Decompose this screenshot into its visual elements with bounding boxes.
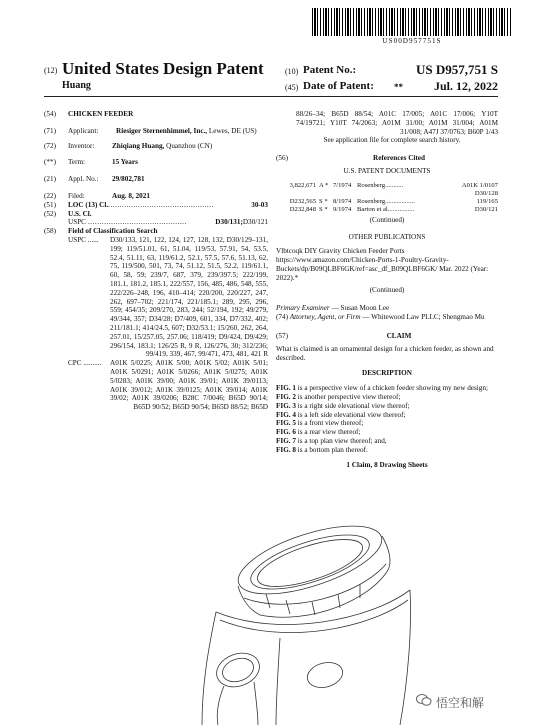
figure-description bbox=[276, 411, 498, 420]
figure-text: is a front view thereof; bbox=[297, 419, 364, 428]
figure-text: is a right side elevational view thereof; bbox=[297, 401, 410, 410]
filed-field: (22) Filed: Aug. 8, 2021 bbox=[44, 191, 150, 200]
patent-cls: D30/121 bbox=[474, 205, 498, 213]
figure-number: FIG. 2 bbox=[276, 392, 296, 401]
patent-secondary-class: D30/128 bbox=[474, 189, 498, 197]
examiner: — Susan Moon Lee bbox=[331, 304, 390, 313]
us-patent-docs: U.S. PATENT DOCUMENTS bbox=[343, 166, 431, 175]
invention-title: CHICKEN FEEDER bbox=[68, 110, 134, 118]
patent-dots: ............... bbox=[389, 205, 415, 213]
patent-reference-row bbox=[276, 206, 498, 214]
figure-list bbox=[276, 384, 498, 454]
figure-number: FIG. 8 bbox=[276, 445, 296, 454]
figure-text: is a perspective view of a chicken feeder showing my new design; bbox=[297, 384, 488, 393]
patent-kind: S * bbox=[319, 205, 328, 213]
patent-dots: .................. bbox=[385, 197, 415, 205]
barcode bbox=[312, 8, 512, 36]
inventor-name: Zhiqiang Huang, bbox=[112, 141, 165, 150]
description-heading: DESCRIPTION bbox=[362, 369, 412, 378]
patent-date: 9/1974 bbox=[333, 205, 352, 213]
header-rule bbox=[44, 96, 498, 97]
figure-description bbox=[276, 446, 498, 455]
patent-num: D232,565 bbox=[289, 197, 316, 205]
attorney-line: (74) Attorney, Agent, or Firm — Whitewood Law PLLC; Shengmao Mu bbox=[276, 313, 485, 322]
applicant-name: Riesiger Sternenhimmel, Inc., bbox=[116, 126, 208, 135]
title-field: (54) CHICKEN FEEDER bbox=[44, 110, 134, 118]
patent-dots: ........... bbox=[385, 181, 404, 189]
patent-no-code: (10) bbox=[285, 67, 299, 76]
loc-field: (51) LOC (13) Cl. .............................................. 30-03 bbox=[44, 200, 268, 209]
claim-heading: (57) CLAIM bbox=[276, 331, 412, 340]
patent-date: 8/1974 bbox=[333, 197, 352, 205]
term-value: 15 Years bbox=[112, 158, 138, 167]
uspc-primary: D30/131; bbox=[215, 218, 243, 227]
patent-reference-row bbox=[276, 198, 498, 206]
cpc-search: CPC .......... A01K 5/0225; A01K 5/00; A01K 5/02; A01K 5/01; A01K 5/0291; A01K 5/0266; A01K 5/0275; A01K 5/0283; A01K 39/00; A01K 39/01; A01K 39/0113; A01K 39/012; A01K 39/0125; A01K 39/014; A01K 39/02; A01K 39/0206; B28C 7/0046; B65D 90/14; B65D 90/52; B65D 90/54; B65D 88/52; B65D bbox=[68, 359, 268, 412]
watermark-text: 悟空和解 bbox=[436, 696, 485, 710]
figure-description bbox=[276, 384, 498, 393]
uspc-line: USPC ........................................... D30/131; D30/121 bbox=[68, 218, 268, 227]
figure-number: FIG. 3 bbox=[276, 401, 296, 410]
patent-kind: A * bbox=[319, 181, 329, 189]
claim-text: What is claimed is an ornamental design for a chicken feeder, as shown and described. bbox=[276, 344, 494, 362]
cpc-continued: 88/26–34; B65D 88/54; A01C 17/005; A01C 17/006; Y10T 74/19721; Y10T 74/2063; A01M 31/00; A01M 31/004; A01M 31/008; A47J 37/0763; B60P 1/43 bbox=[296, 110, 498, 136]
date-label: Date of Patent: bbox=[303, 80, 374, 92]
figure-description bbox=[276, 402, 498, 411]
uspc-classes: D30/133, 121, 122, 124, 127, 128, 132, D30/129–131, 199; 119/51.01, 61, 51.04, 119/53, 57.91, 54, 53.5, 52.4, 51.11, 63, 119/61.2, 52.1, 57.5, 57.6, 51.13, 62, 75, 119/500, 501, 73, 74, 51.12, 51.5, 52.2, 119/61.1, 60, 58, 59; 239/7, 687, 379, 239/397.5; 222/199, 181.1, 181.2, 185.1, 222/557, 156, 485, 486, 548, 555, 222/226–248, 196, 410–414; 220/200, 220/227, 247, 262, 697–702; 221/174, 221/185.1; 289, 295, 296, 559; 454/35; 209/270, 283, 244; 52/194, 192; 49/279, 49/344, 357; D34/28; D7/409, 601, 334, D7/332, 402; 211/181.1; 414/24.5, 607; D32/53.1; 15/260, 262, 264, 257.01, 15/257.05, 257.06; 118/419; D9/424, D9/429; 296/154, 183.1; 126/25 R, 9 R, 126/276, 30; 312/236; 99/419, 339, 467, 99/471, 473, 481, 421 R bbox=[110, 235, 268, 359]
figure-text: is a rear view thereof; bbox=[297, 428, 361, 437]
kind-code: (12) bbox=[44, 66, 58, 75]
figure-text: is a top plan view thereof; and, bbox=[297, 436, 387, 445]
figure-number: FIG. 1 bbox=[276, 384, 296, 393]
right-column bbox=[276, 110, 498, 469]
continued-refs: (Continued) bbox=[369, 215, 405, 224]
examiner-line: Primary Examiner — Susan Moon Lee bbox=[276, 304, 390, 313]
date-code: (45) bbox=[285, 83, 299, 92]
date-stars: ** bbox=[394, 82, 403, 92]
term-field: (**) Term: 15 Years bbox=[44, 158, 138, 167]
chat-bubble-icon bbox=[416, 692, 432, 708]
figure-number: FIG. 7 bbox=[276, 436, 296, 445]
patent-no: US D957,751 S bbox=[416, 62, 498, 77]
uspc-search: USPC ...... D30/133, 121, 122, 124, 127, 128, 132, D30/129–131, 199; 119/51.01, 61, 51.04, 119/53, 57.91, 54, 53.5, 52.4, 51.11, 63, 119/61.2, 52.1, 57.5, 57.6, 51.13, 62, 75, 119/500, 501, 73, 74, 51.12, 51.5, 52.2, 119/61.1, 60, 58, 59; 239/7, 687, 379, 239/397.5; 222/199, 181.1, 181.2, 185.1, 222/557, 156, 485, 486, 548, 555, 222/226–248, 196, 410–414; 220/200, 220/227, 247, 262, 697–702; 221/174, 221/185.1; 289, 295, 296, 559; 454/35; 209/270, 283, 244; 52/194, 192; 49/279, 49/344, 357; D34/28; D7/409, 601, 334, D7/332, 402; 211/181.1; 414/24.5, 607; D32/53.1; 15/260, 262, 264, 257.01, 15/257.05, 257.06; 118/419; D9/424, D9/429; 296/154, 183.1; 126/25 R, 9 R, 126/276, 30; 312/236; 99/419, 339, 467, 99/471, 473, 481, 421 R bbox=[68, 235, 268, 359]
continued-pubs: (Continued) bbox=[369, 285, 405, 294]
figure-number: FIG. 5 bbox=[276, 419, 296, 428]
figure-text: is a bottom plan thereof. bbox=[297, 445, 368, 454]
figure-number: FIG. 6 bbox=[276, 428, 296, 437]
patent-cls: 119/165 bbox=[476, 197, 498, 205]
patent-name: Rosenberg bbox=[357, 197, 386, 205]
patent-name: Rosenberg bbox=[357, 181, 386, 189]
figure-text: is a left side elevational view thereof; bbox=[297, 410, 406, 419]
doc-type: United States Design Patent bbox=[62, 59, 264, 78]
us-cl-field: (52) U.S. Cl. bbox=[44, 209, 92, 218]
claim-count: 1 Claim, 8 Drawing Sheets bbox=[346, 460, 428, 469]
patent-date: Jul. 12, 2022 bbox=[433, 79, 498, 93]
patent-num: D232,848 bbox=[289, 205, 316, 213]
patent-name: Barton et al. bbox=[357, 205, 390, 213]
figure-description bbox=[276, 393, 498, 402]
patent-list bbox=[276, 182, 498, 214]
attorney: — Whitewood Law PLLC; Shengmao Mu bbox=[362, 313, 485, 322]
filed-date: Aug. 8, 2021 bbox=[112, 191, 150, 200]
barcode-number: US00D957751S bbox=[382, 37, 442, 45]
figure-description bbox=[276, 437, 498, 446]
figure-description bbox=[276, 428, 498, 437]
applicant-field: (71) Applicant: Riesiger Sternenhimmel, Inc., Lewes, DE (US) bbox=[44, 126, 257, 135]
figure-number: FIG. 4 bbox=[276, 410, 296, 419]
other-publications: OTHER PUBLICATIONS bbox=[348, 232, 426, 241]
figure-description bbox=[276, 419, 498, 428]
references-heading: (56) References Cited bbox=[276, 154, 425, 163]
loc-value: 30-03 bbox=[251, 200, 268, 209]
patent-cls: A01K 1/0107 bbox=[461, 181, 498, 189]
figure-text: is another perspective view thereof; bbox=[297, 392, 401, 401]
chicken-feeder-drawing bbox=[120, 520, 430, 725]
patent-reference-row bbox=[276, 182, 498, 190]
appl-no: 29/802,781 bbox=[112, 175, 145, 184]
patent-kind: S * bbox=[319, 197, 328, 205]
inventor-short: Huang bbox=[62, 80, 91, 91]
field-search: (58) Field of Classification Search bbox=[44, 227, 158, 236]
patent-date: 7/1974 bbox=[333, 181, 352, 189]
patent-num: 3,822,671 bbox=[289, 181, 316, 189]
inventor-field: (72) Inventor: Zhiqiang Huang, Quanzhou (CN) bbox=[44, 141, 213, 150]
publication-text: Vlbtcoqk DIY Gravity Chicken Feeder Ports https://www.amazon.com/Chicken-Ports-1-Poultry-Gravity-Buckets/dp/B09QLBF6GK/ref=asc_df_B09QLBF6GK/ Mar. 2022 (Year: 2022).* bbox=[276, 247, 489, 282]
left-column bbox=[44, 110, 268, 412]
see-application: See application file for complete search history. bbox=[323, 136, 461, 145]
cpc-classes: A01K 5/0225; A01K 5/00; A01K 5/02; A01K 5/01; A01K 5/0291; A01K 5/0266; A01K 5/0275; A01K 5/0283; A01K 39/00; A01K 39/01; A01K 39/0113; A01K 39/012; A01K 39/0125; A01K 39/014; A01K 39/02; A01K 39/0206; B28C 7/0046; B65D 90/14; B65D 90/52; B65D 90/54; B65D 88/52; B65D bbox=[110, 359, 268, 412]
appl-no-field: (21) Appl. No.: 29/802,781 bbox=[44, 175, 145, 184]
patent-no-label: Patent No.: bbox=[303, 64, 357, 76]
